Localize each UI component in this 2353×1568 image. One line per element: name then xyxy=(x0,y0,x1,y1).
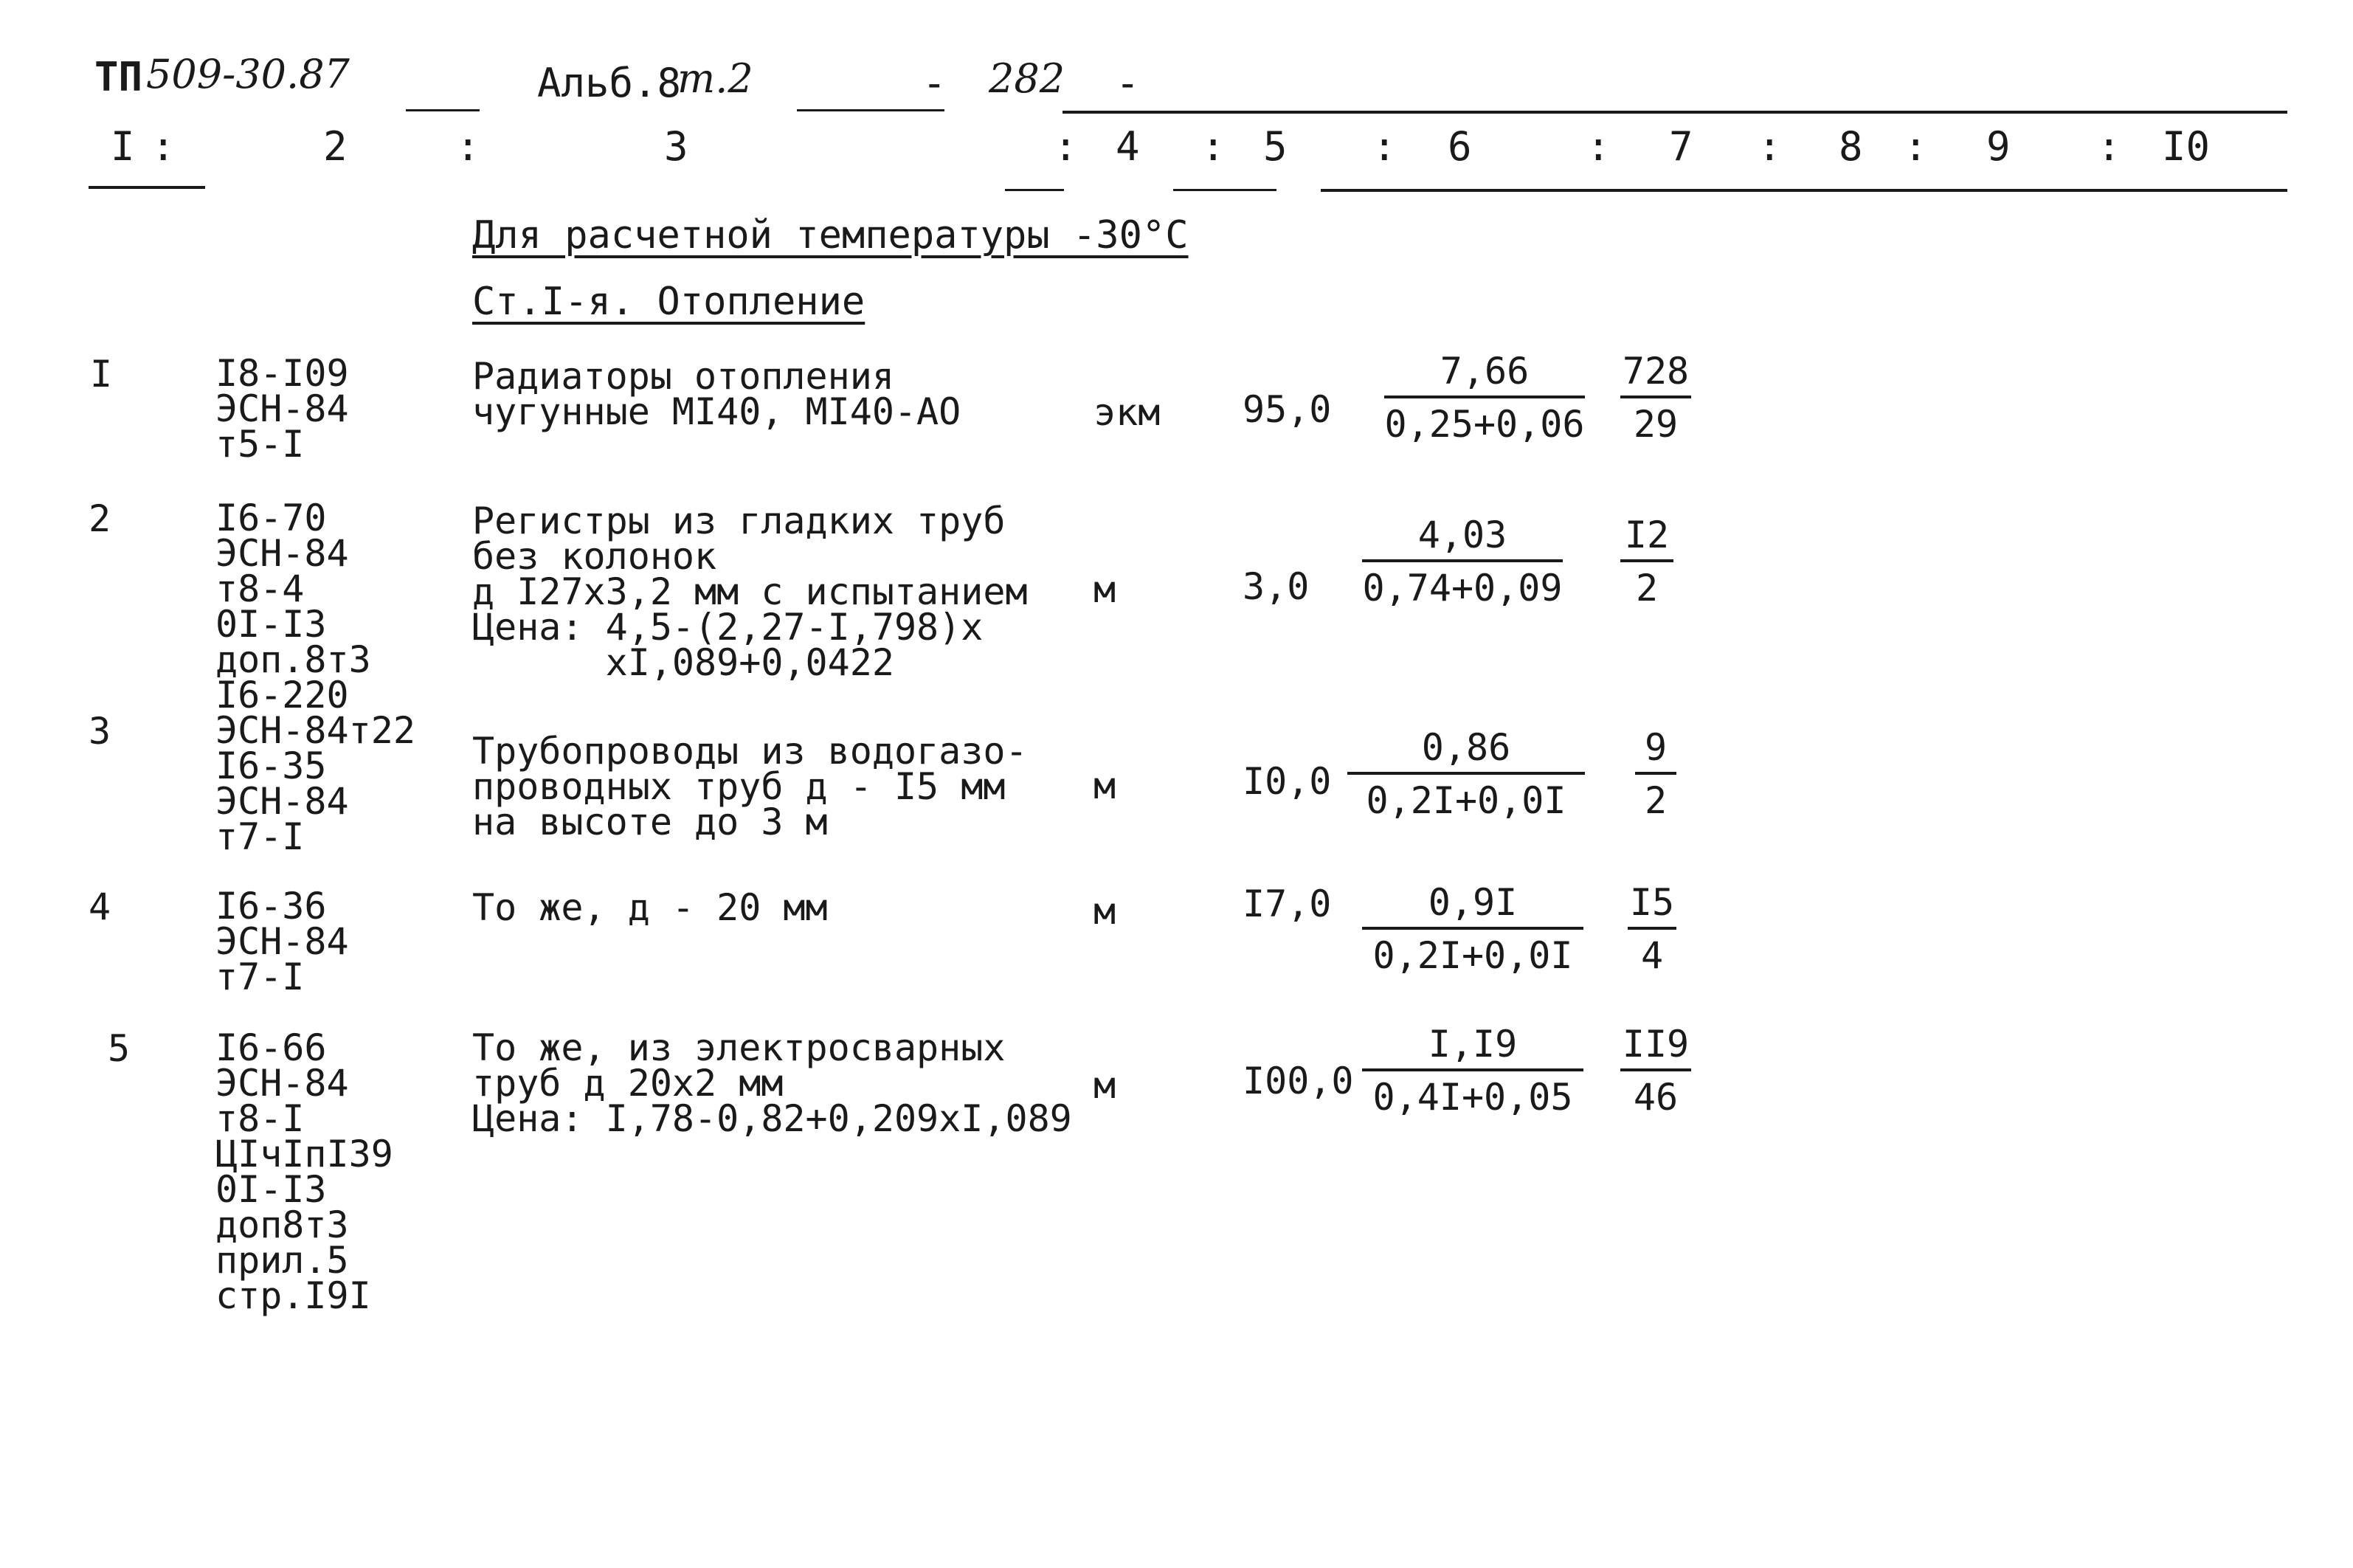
total-top: 9 xyxy=(1644,726,1668,769)
description-line: на высоте до 3 м xyxy=(472,801,828,843)
description-line: Регистры из гладких труб xyxy=(472,500,1006,542)
row-description xyxy=(472,886,828,929)
ref-line: I6-36 xyxy=(215,885,327,928)
col-sep: : xyxy=(1904,123,1928,170)
ref-line: I8-I09 xyxy=(215,352,349,395)
ref-line: 0I-I3 xyxy=(215,1168,327,1211)
total-bottom: 2 xyxy=(1644,779,1668,822)
ref-line: I6-70 xyxy=(215,497,327,539)
ref-line: ЭСН-84 xyxy=(215,780,349,823)
row-description xyxy=(472,500,1028,684)
ref-line: ЦIчIпI39 xyxy=(215,1133,393,1175)
col-header-3: 3 xyxy=(664,123,688,170)
ref-line: ЭСН-84 xyxy=(215,532,349,575)
description-line: То же, д - 20 мм xyxy=(472,886,828,929)
row-quantity: I0,0 xyxy=(1243,760,1332,803)
ref-line: стр.I9I xyxy=(215,1274,371,1317)
ref-line: т8-I xyxy=(215,1097,305,1140)
header-bottom-rule-b xyxy=(1005,189,1064,191)
volume-label: т.2 xyxy=(677,55,753,102)
description-line: Радиаторы отопления xyxy=(472,355,894,398)
row-unit: м xyxy=(1093,568,1116,611)
price-top: I,I9 xyxy=(1428,1023,1518,1066)
col-sep: : xyxy=(151,123,176,170)
row-total xyxy=(1620,350,1691,446)
page-number: 282 xyxy=(989,55,1065,102)
col-header-1: I xyxy=(111,123,135,170)
row-refs xyxy=(215,497,371,716)
row-description xyxy=(472,1026,1072,1140)
description-line: То же, из электросварных xyxy=(472,1026,1006,1069)
ref-line: т7-I xyxy=(215,815,305,858)
ref-line: ЭСН-84 xyxy=(215,387,349,430)
col-sep: : xyxy=(456,123,480,170)
row-refs xyxy=(215,709,415,858)
col-sep: : xyxy=(1054,123,1078,170)
total-bottom: 2 xyxy=(1635,567,1659,609)
row-number: 5 xyxy=(108,1027,131,1070)
row-unit-price xyxy=(1347,726,1585,822)
row-total xyxy=(1620,514,1673,609)
row-total xyxy=(1635,726,1676,822)
ref-line: т8-4 xyxy=(215,567,305,610)
col-header-2: 2 xyxy=(323,123,348,170)
dash-right: - xyxy=(1116,60,1140,106)
row-quantity: 95,0 xyxy=(1243,388,1332,431)
total-bottom: 29 xyxy=(1633,403,1679,446)
subsection-title: Ст.I-я. Отопление xyxy=(472,280,865,324)
row-unit: м xyxy=(1093,764,1116,807)
row-description xyxy=(472,730,1028,843)
header-bottom-rule-d xyxy=(1321,189,2287,192)
col-header-8: 8 xyxy=(1839,123,1863,170)
description-line: д I27х3,2 мм с испытанием xyxy=(472,570,1028,613)
row-unit: экм xyxy=(1093,391,1161,434)
description-line: Цена: 4,5-(2,27-I,798)х xyxy=(472,606,984,649)
header-bottom-rule-a xyxy=(89,186,205,189)
price-top: 0,86 xyxy=(1421,726,1511,769)
col-header-7: 7 xyxy=(1669,123,1693,170)
header-top-rule-frag-a xyxy=(406,109,480,111)
total-top: 728 xyxy=(1622,350,1690,393)
row-unit-price xyxy=(1362,881,1583,977)
header-top-rule xyxy=(1063,111,2287,114)
row-refs xyxy=(215,885,349,998)
price-top: 4,03 xyxy=(1417,514,1507,556)
price-bottom: 0,25+0,06 xyxy=(1384,403,1585,446)
price-top: 7,66 xyxy=(1440,350,1530,393)
row-quantity: I7,0 xyxy=(1243,883,1332,925)
section-title: Для расчетной температуры -30°С xyxy=(472,213,1189,258)
row-quantity: I00,0 xyxy=(1243,1060,1354,1102)
price-bottom: 0,4I+0,05 xyxy=(1372,1076,1573,1119)
ref-line: ЭСН-84т22 xyxy=(215,709,415,752)
ref-line: т7-I xyxy=(215,956,305,998)
doc-code: ТП xyxy=(94,54,143,100)
ref-line: доп8т3 xyxy=(215,1203,349,1246)
description-line: без колонок xyxy=(472,535,717,578)
row-number: I xyxy=(90,353,113,396)
row-unit-price xyxy=(1362,514,1563,609)
row-unit: м xyxy=(1093,890,1116,933)
total-top: II9 xyxy=(1622,1023,1690,1066)
row-number: 3 xyxy=(89,710,111,753)
row-total xyxy=(1628,881,1676,977)
row-unit-price xyxy=(1362,1023,1583,1119)
col-header-10: I0 xyxy=(2162,123,2211,170)
ref-line: 0I-I3 xyxy=(215,603,327,646)
row-description xyxy=(472,355,961,433)
ref-line: прил.5 xyxy=(215,1239,349,1282)
col-sep: : xyxy=(2097,123,2121,170)
description-line: Трубопроводы из водогазо- xyxy=(472,730,1028,773)
row-unit-price xyxy=(1384,350,1585,446)
row-total xyxy=(1620,1023,1691,1119)
price-bottom: 0,74+0,09 xyxy=(1362,567,1563,609)
description-line: хI,089+0,0422 xyxy=(472,641,894,684)
total-bottom: 4 xyxy=(1640,934,1664,977)
col-sep: : xyxy=(1372,123,1397,170)
ref-line: I6-66 xyxy=(215,1026,327,1069)
ref-line: I6-220 xyxy=(215,674,349,716)
col-header-6: 6 xyxy=(1448,123,1472,170)
header-top-rule-frag-b xyxy=(797,109,944,111)
col-header-4: 4 xyxy=(1116,123,1140,170)
price-bottom: 0,2I+0,0I xyxy=(1372,934,1573,977)
total-bottom: 46 xyxy=(1633,1076,1679,1119)
total-top: I5 xyxy=(1629,881,1675,924)
col-sep: : xyxy=(1758,123,1782,170)
col-sep: : xyxy=(1201,123,1226,170)
ref-line: доп.8т3 xyxy=(215,638,371,681)
ref-line: т5-I xyxy=(215,423,305,466)
price-bottom: 0,2I+0,0I xyxy=(1366,779,1566,822)
col-header-5: 5 xyxy=(1263,123,1288,170)
dash-left: - xyxy=(922,60,947,106)
total-top: I2 xyxy=(1624,514,1670,556)
row-refs xyxy=(215,352,349,466)
description-line: чугунные МI40, МI40-АО xyxy=(472,390,961,433)
row-quantity: 3,0 xyxy=(1243,565,1310,608)
album-label: Альб.8 xyxy=(537,60,682,106)
row-refs xyxy=(215,1026,393,1317)
doc-number: 509-30.87 xyxy=(146,51,350,97)
ref-line: ЭСН-84 xyxy=(215,1062,349,1105)
col-header-9: 9 xyxy=(1986,123,2011,170)
row-unit: м xyxy=(1093,1064,1116,1107)
description-line: Цена: I,78-0,82+0,209хI,089 xyxy=(472,1097,1072,1140)
ref-line: ЭСН-84 xyxy=(215,920,349,963)
col-sep: : xyxy=(1586,123,1611,170)
description-line: проводных труб д - I5 мм xyxy=(472,765,1006,808)
header-bottom-rule-c xyxy=(1173,189,1276,191)
row-number: 2 xyxy=(89,497,111,540)
price-top: 0,9I xyxy=(1428,881,1518,924)
description-line: труб д 20х2 мм xyxy=(472,1062,784,1105)
ref-line: I6-35 xyxy=(215,745,327,787)
row-number: 4 xyxy=(89,885,111,928)
